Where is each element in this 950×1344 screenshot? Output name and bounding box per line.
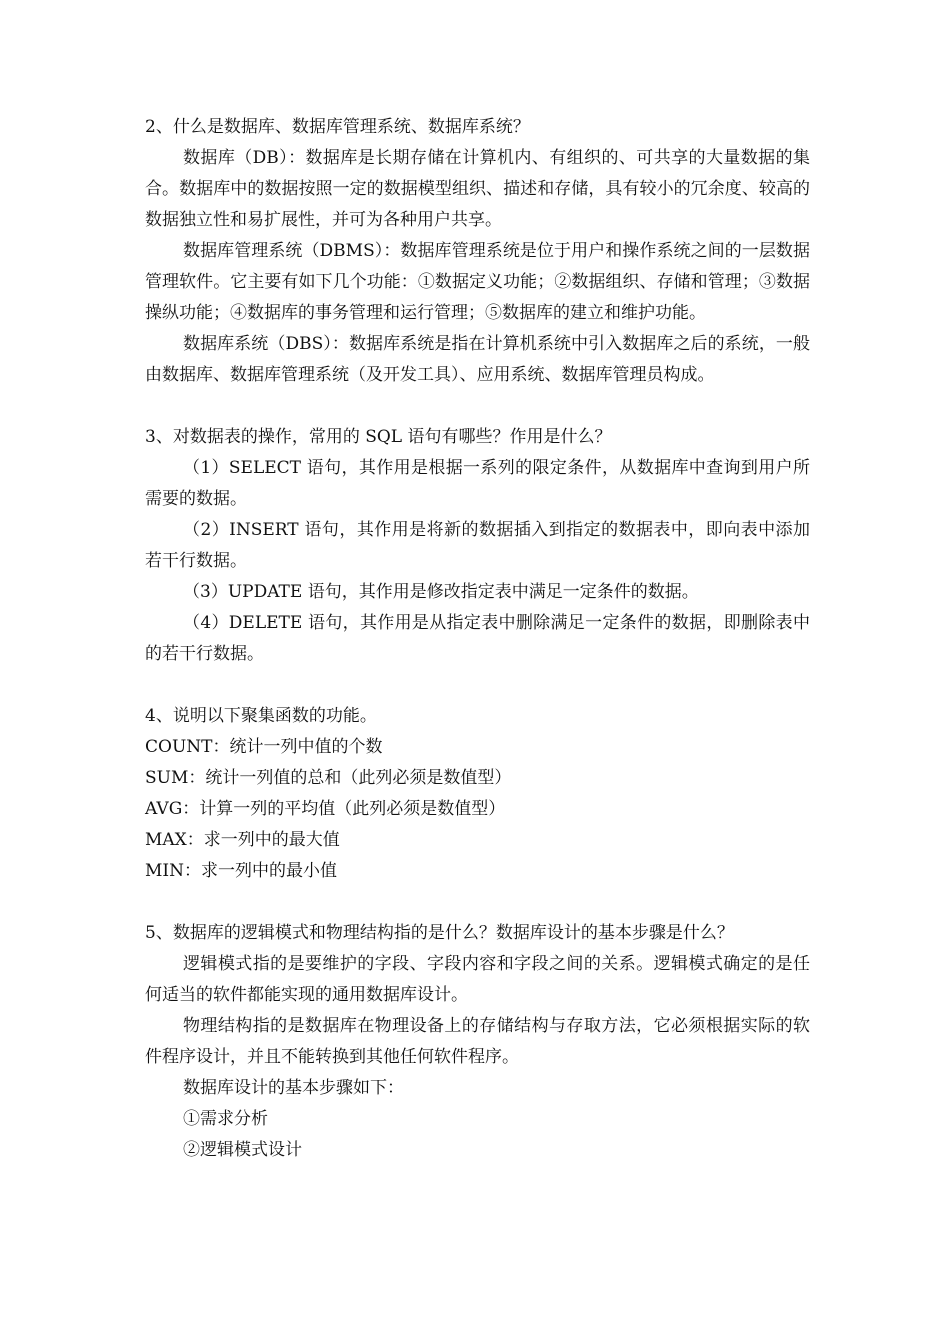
aggregate-count: COUNT：统计一列中值的个数 [145, 737, 383, 757]
question-5-title: 5、数据库的逻辑模式和物理结构指的是什么？数据库设计的基本步骤是什么？ [145, 923, 734, 943]
aggregate-max: MAX：求一列中的最大值 [145, 830, 340, 850]
aggregate-sum: SUM：统计一列值的总和（此列必须是数值型） [145, 768, 512, 788]
sql-select-item: （1）SELECT 语句，其作用是根据一系列的限定条件，从数据库中查询到用户所需要的数据。 [145, 458, 810, 509]
section-gap [145, 391, 810, 422]
section-gap [145, 887, 810, 918]
document-content [145, 112, 810, 1166]
question-2-title: 2、什么是数据库、数据库管理系统、数据库系统？ [145, 117, 530, 137]
aggregate-avg: AVG：计算一列的平均值（此列必须是数值型） [145, 799, 506, 819]
physical-structure-definition: 物理结构指的是数据库在物理设备上的存储结构与存取方法，它必须根据实际的软件程序设计，并且不能转换到其他任何软件程序。 [145, 1016, 810, 1067]
db-definition: 数据库（DB）：数据库是长期存储在计算机内、有组织的、可共享的大量数据的集合。数据库中的数据按照一定的数据模型组织、描述和存储，具有较小的冗余度、较高的数据独立性和易扩展性，并可为各种用户共享。 [145, 148, 810, 230]
sql-update-item: （3）UPDATE 语句，其作用是修改指定表中满足一定条件的数据。 [183, 582, 699, 602]
logical-schema-definition: 逻辑模式指的是要维护的字段、字段内容和字段之间的关系。逻辑模式确定的是任何适当的软件都能实现的通用数据库设计。 [145, 954, 810, 1005]
dbms-definition: 数据库管理系统（DBMS）：数据库管理系统是位于用户和操作系统之间的一层数据管理软件。它主要有如下几个功能：①数据定义功能；②数据组织、存储和管理；③数据操纵功能；④数据库的事务管理和运行管理；⑤数据库的建立和维护功能。 [145, 241, 810, 323]
question-3-title: 3、对数据表的操作，常用的 SQL 语句有哪些？作用是什么？ [145, 427, 612, 447]
aggregate-min: MIN：求一列中的最小值 [145, 861, 337, 881]
dbs-definition: 数据库系统（DBS）：数据库系统是指在计算机系统中引入数据库之后的系统，一般由数据库、数据库管理系统（及开发工具）、应用系统、数据库管理员构成。 [145, 334, 810, 385]
design-steps-intro: 数据库设计的基本步骤如下： [183, 1078, 404, 1098]
question-4-title: 4、说明以下聚集函数的功能。 [145, 706, 377, 726]
design-step-2: ②逻辑模式设计 [183, 1140, 302, 1160]
sql-delete-item: （4）DELETE 语句，其作用是从指定表中删除满足一定条件的数据，即删除表中的若干行数据。 [145, 613, 810, 664]
section-gap [145, 670, 810, 701]
sql-insert-item: （2）INSERT 语句，其作用是将新的数据插入到指定的数据表中，即向表中添加若干行数据。 [145, 520, 810, 571]
design-step-1: ①需求分析 [183, 1109, 268, 1129]
